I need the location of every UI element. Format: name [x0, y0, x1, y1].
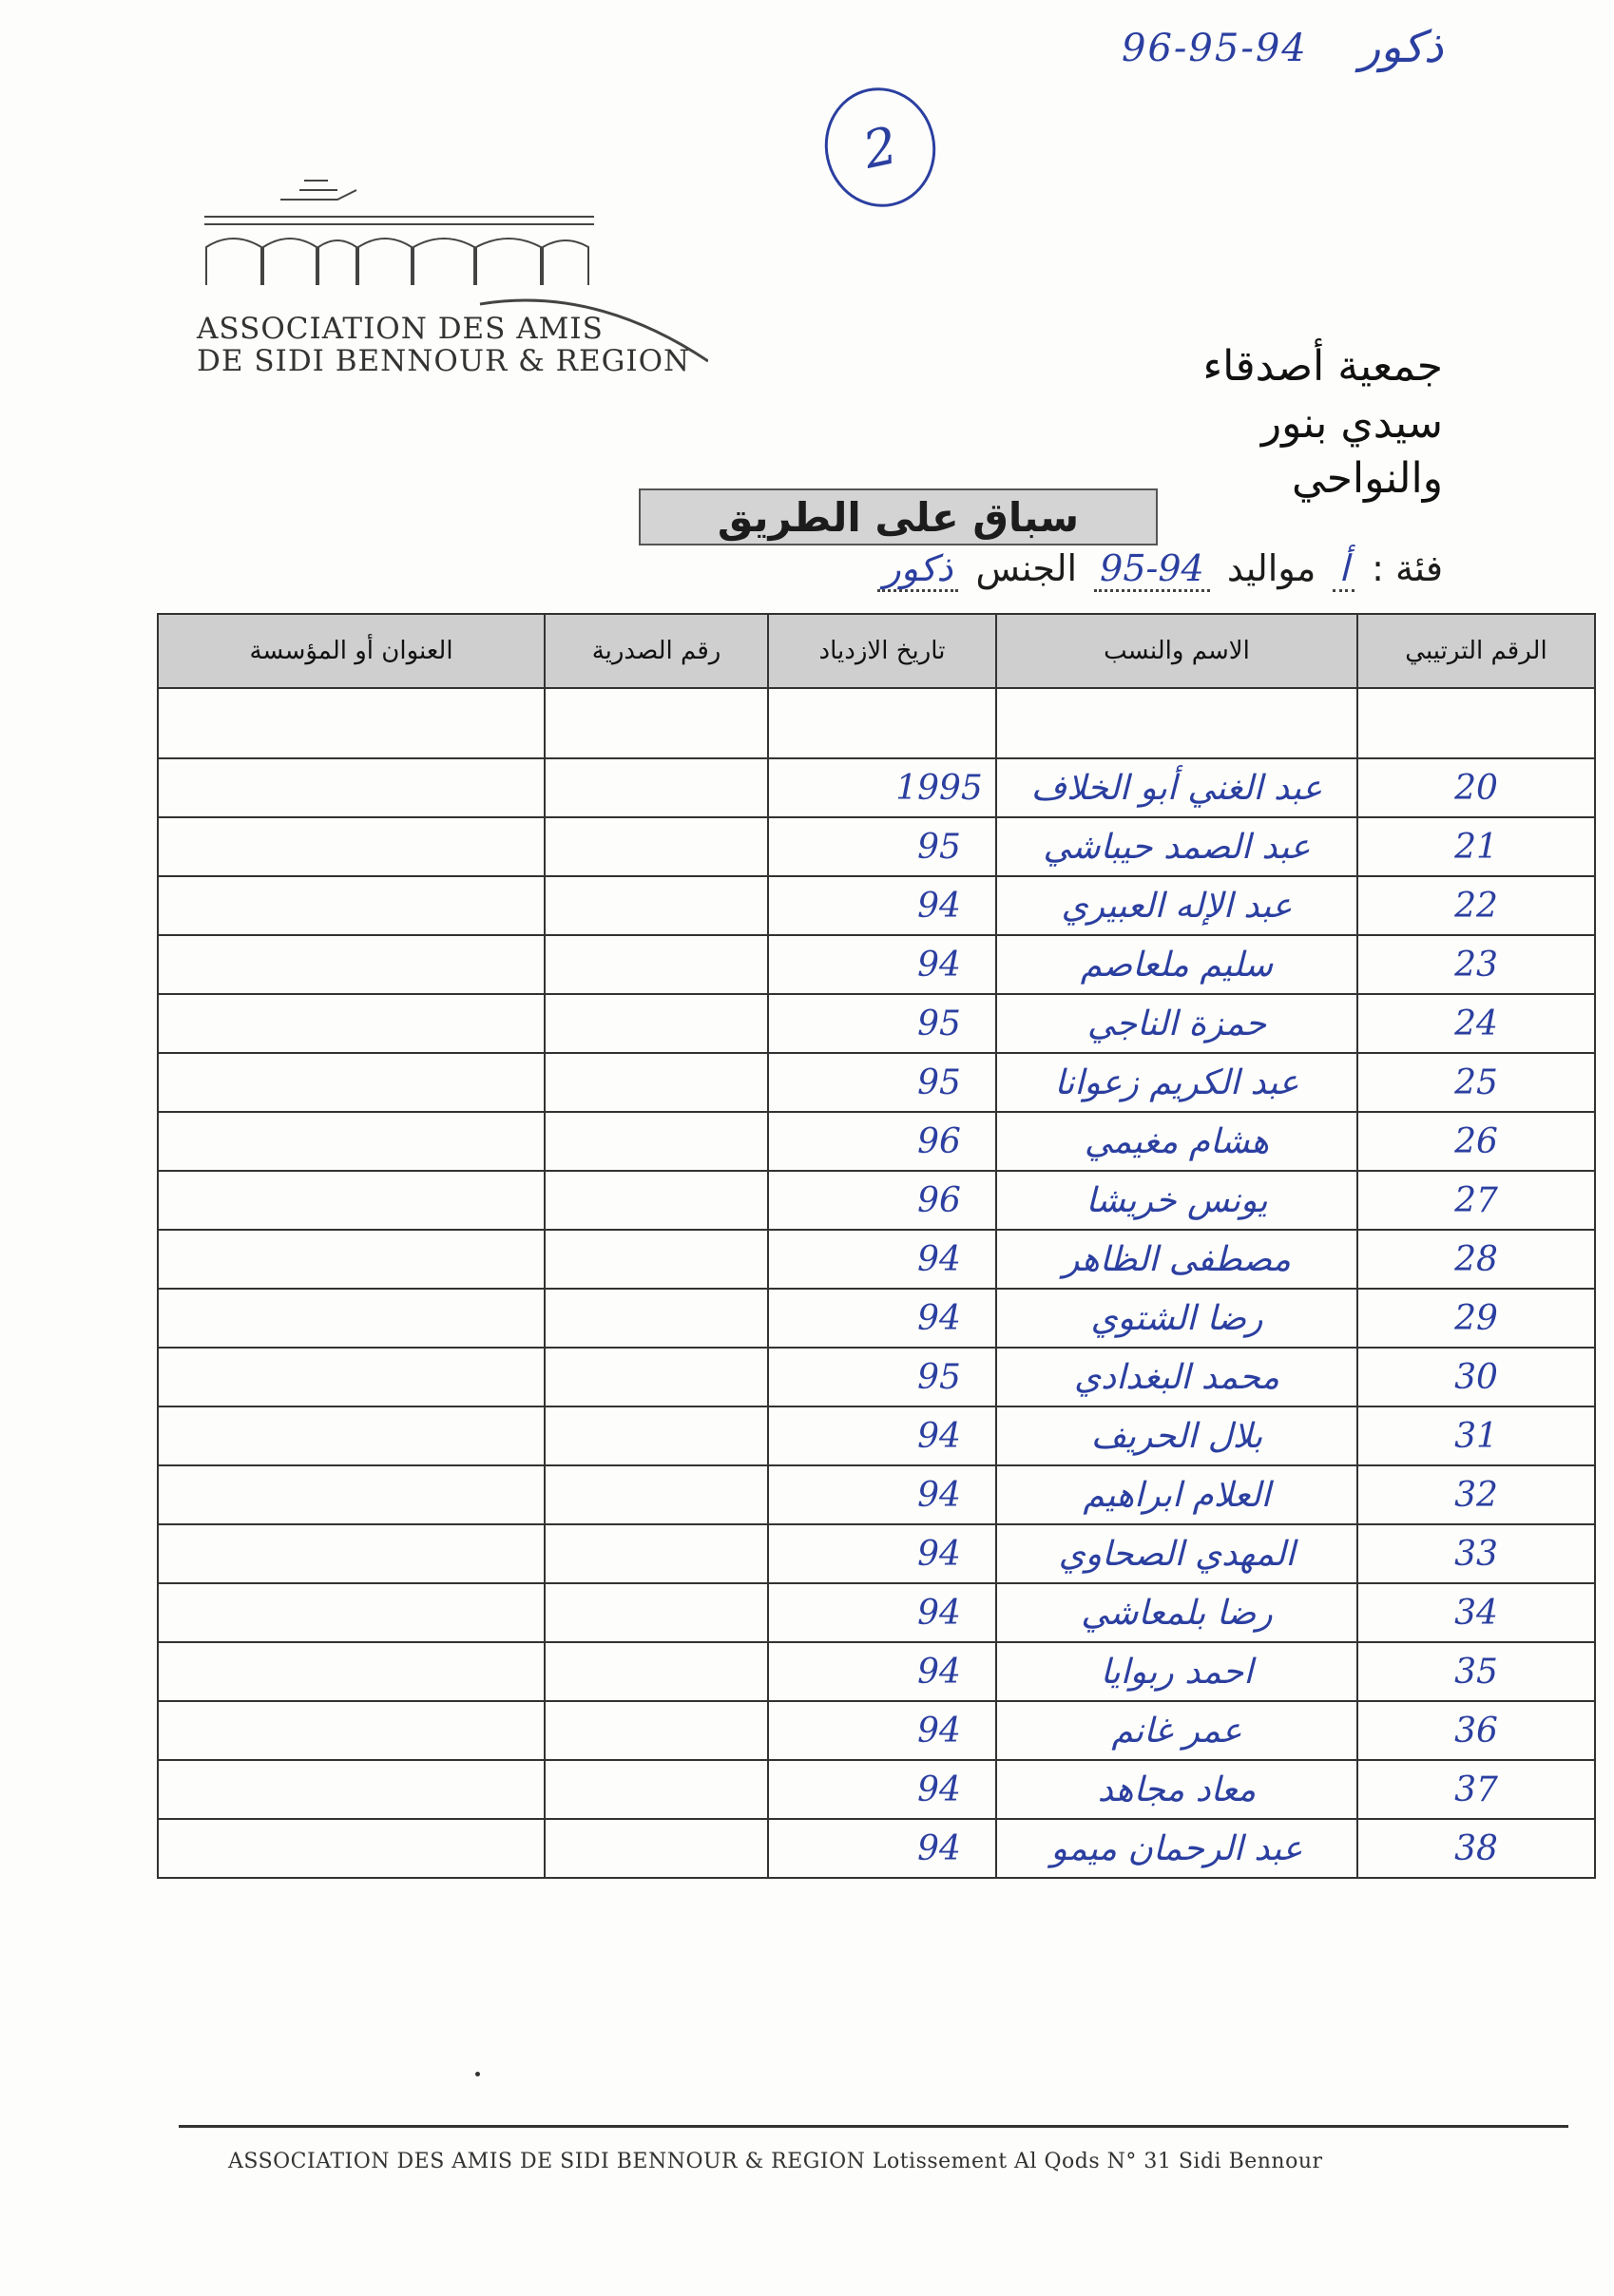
footer-text: ASSOCIATION DES AMIS DE SIDI BENNOUR & REGION Lotissement Al Qods N° 31 Sidi Bennour [228, 2150, 1323, 2173]
cell-rank: 37 [1357, 1760, 1595, 1819]
cell-rank: 34 [1357, 1583, 1595, 1642]
association-name-line1: جمعية أصدقاء [1202, 342, 1443, 391]
cell-id-number [545, 1053, 768, 1112]
cell-id-number [545, 1171, 768, 1230]
gender-label: الجنس [975, 547, 1078, 589]
header-address: العنوان أو المؤسسة [158, 614, 545, 688]
cell-birth: 94 [768, 1465, 996, 1524]
cell-birth: 94 [768, 1583, 996, 1642]
cell-rank: 28 [1357, 1230, 1595, 1289]
table-row [158, 1524, 1595, 1583]
circled-page-number: 2 [814, 77, 947, 217]
footer-rule [179, 2125, 1568, 2128]
table-row [158, 1289, 1595, 1348]
cell-birth: 95 [768, 1348, 996, 1406]
stray-dot [475, 2072, 480, 2076]
cell-empty [1357, 688, 1595, 758]
cell-id-number [545, 876, 768, 935]
cell-name: العلام ابراهيم [996, 1465, 1357, 1524]
cell-address [158, 1642, 545, 1701]
cell-address [158, 1760, 545, 1819]
logo-text-line2: DE SIDI BENNOUR & REGION [197, 344, 691, 378]
header-name: الاسم والنسب [996, 614, 1357, 688]
cell-rank: 38 [1357, 1819, 1595, 1878]
cell-rank: 20 [1357, 758, 1595, 817]
cell-rank: 36 [1357, 1701, 1595, 1760]
cell-address [158, 1819, 545, 1878]
cell-name: رضا الشتوي [996, 1289, 1357, 1348]
cell-name: عبد الصمد حيباشي [996, 817, 1357, 876]
cell-id-number [545, 1406, 768, 1465]
cell-rank: 31 [1357, 1406, 1595, 1465]
cell-name: عبد الغني أبو الخلاف [996, 758, 1357, 817]
table-row [158, 935, 1595, 994]
cell-birth: 96 [768, 1112, 996, 1171]
table-row [158, 1406, 1595, 1465]
cell-empty [996, 688, 1357, 758]
cell-id-number [545, 1701, 768, 1760]
table-row-empty [158, 688, 1595, 758]
association-name-line3: والنواحي [1292, 454, 1443, 503]
cell-rank: 21 [1357, 817, 1595, 876]
cell-name: حمزة الناجي [996, 994, 1357, 1053]
cell-id-number [545, 1524, 768, 1583]
cell-birth: 94 [768, 1701, 996, 1760]
cell-address [158, 1230, 545, 1289]
cell-birth: 94 [768, 1406, 996, 1465]
category-value: أ [1333, 547, 1355, 592]
cell-name: المهدي الصحاوي [996, 1524, 1357, 1583]
table-row [158, 758, 1595, 817]
cell-birth: 94 [768, 1819, 996, 1878]
header-id-number: رقم الصدرية [545, 614, 768, 688]
table-row [158, 994, 1595, 1053]
cell-rank: 32 [1357, 1465, 1595, 1524]
table-row [158, 1760, 1595, 1819]
births-label: مواليد [1226, 547, 1316, 589]
cell-rank: 22 [1357, 876, 1595, 935]
cell-birth: 94 [768, 1524, 996, 1583]
participants-table [157, 613, 1596, 1879]
cell-birth: 1995 [768, 758, 996, 817]
cell-address [158, 1524, 545, 1583]
cell-name: بلال الحريف [996, 1406, 1357, 1465]
event-title: سباق على الطريق [639, 488, 1158, 545]
cell-rank: 33 [1357, 1524, 1595, 1583]
cell-id-number [545, 935, 768, 994]
cell-name: عبد الكريم زعوانا [996, 1053, 1357, 1112]
cell-address [158, 1701, 545, 1760]
cell-id-number [545, 1583, 768, 1642]
cell-address [158, 994, 545, 1053]
cell-id-number [545, 1642, 768, 1701]
table-row [158, 1112, 1595, 1171]
cell-name: معاد مجاهد [996, 1760, 1357, 1819]
cell-birth: 94 [768, 876, 996, 935]
category-label: فئة : [1372, 547, 1443, 589]
cell-address [158, 817, 545, 876]
cell-address [158, 1583, 545, 1642]
cell-birth: 94 [768, 1760, 996, 1819]
cell-address [158, 1112, 545, 1171]
cell-birth: 95 [768, 1053, 996, 1112]
cell-name: هشام مغيمي [996, 1112, 1357, 1171]
cell-id-number [545, 1465, 768, 1524]
table-row [158, 1701, 1595, 1760]
cell-id-number [545, 1760, 768, 1819]
cell-name: مصطفى الظاهر [996, 1230, 1357, 1289]
handwritten-birth-years: 96-95-94 [1122, 27, 1308, 70]
cell-rank: 25 [1357, 1053, 1595, 1112]
handwritten-gender: ذكور [1359, 21, 1444, 72]
cell-rank: 29 [1357, 1289, 1595, 1348]
cell-name: يونس خريشا [996, 1171, 1357, 1230]
category-line [872, 547, 1443, 592]
cell-address [158, 1406, 545, 1465]
association-name-line2: سيدي بنور [1260, 399, 1443, 448]
table-row [158, 1053, 1595, 1112]
table-row [158, 1230, 1595, 1289]
cell-birth: 94 [768, 1642, 996, 1701]
cell-birth: 94 [768, 1230, 996, 1289]
cell-rank: 30 [1357, 1348, 1595, 1406]
table-row [158, 1583, 1595, 1642]
cell-birth: 94 [768, 935, 996, 994]
cell-address [158, 1465, 545, 1524]
header-rank: الرقم الترتيبي [1357, 614, 1595, 688]
table-row [158, 1465, 1595, 1524]
table-row [158, 1171, 1595, 1230]
cell-id-number [545, 1289, 768, 1348]
cell-rank: 35 [1357, 1642, 1595, 1701]
cell-address [158, 1289, 545, 1348]
cell-name: سليم ملعاصم [996, 935, 1357, 994]
logo-text-line1: ASSOCIATION DES AMIS [197, 312, 604, 346]
cell-address [158, 1348, 545, 1406]
cell-id-number [545, 1112, 768, 1171]
cell-name: عبد الرحمان ميمو [996, 1819, 1357, 1878]
cell-address [158, 876, 545, 935]
cell-birth: 94 [768, 1289, 996, 1348]
cell-empty [768, 688, 996, 758]
table-row [158, 1642, 1595, 1701]
table-header-row [158, 614, 1595, 688]
cell-rank: 26 [1357, 1112, 1595, 1171]
cell-name: عبد الإله العبيري [996, 876, 1357, 935]
cell-id-number [545, 994, 768, 1053]
cell-id-number [545, 758, 768, 817]
cell-birth: 96 [768, 1171, 996, 1230]
table-row [158, 817, 1595, 876]
cell-empty [545, 688, 768, 758]
cell-empty [158, 688, 545, 758]
cell-name: احمد ربوايا [996, 1642, 1357, 1701]
table-row [158, 1348, 1595, 1406]
cell-birth: 95 [768, 994, 996, 1053]
cell-rank: 27 [1357, 1171, 1595, 1230]
cell-name: رضا بلمعاشي [996, 1583, 1357, 1642]
table-row [158, 1819, 1595, 1878]
gender-value: ذكور [877, 547, 958, 592]
cell-id-number [545, 1819, 768, 1878]
cell-address [158, 935, 545, 994]
cell-id-number [545, 1230, 768, 1289]
cell-name: عمر غانم [996, 1701, 1357, 1760]
cell-id-number [545, 1348, 768, 1406]
table-row [158, 876, 1595, 935]
cell-address [158, 1171, 545, 1230]
births-value: 95-94 [1094, 547, 1210, 592]
cell-birth: 95 [768, 817, 996, 876]
cell-id-number [545, 817, 768, 876]
cell-address [158, 1053, 545, 1112]
header-birth: تاريخ الازدياد [768, 614, 996, 688]
cell-name: محمد البغدادي [996, 1348, 1357, 1406]
cell-address [158, 758, 545, 817]
cell-rank: 24 [1357, 994, 1595, 1053]
cell-rank: 23 [1357, 935, 1595, 994]
